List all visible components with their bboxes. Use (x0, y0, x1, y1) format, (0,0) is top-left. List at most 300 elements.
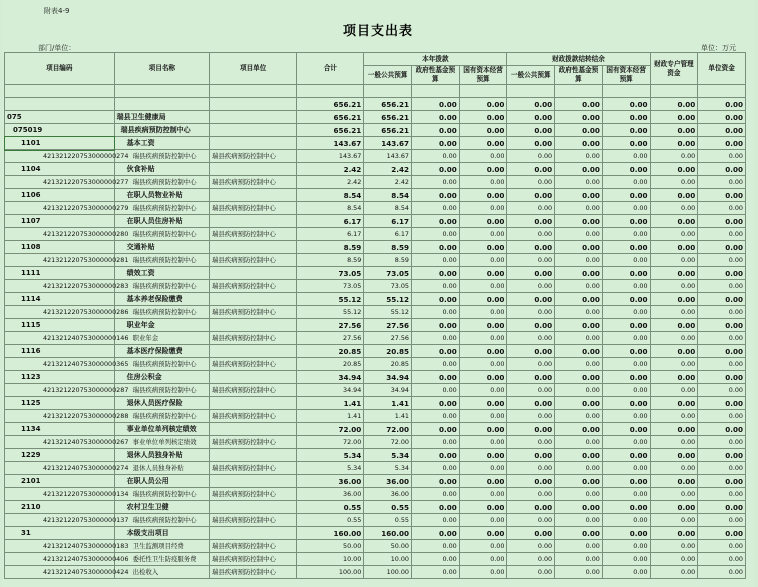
cell-special-account[interactable]: 0.00 (650, 163, 698, 176)
cell-carry-gov-fund[interactable]: 0.00 (555, 163, 603, 176)
cell-carry-general[interactable]: 0.00 (507, 397, 555, 410)
cell-total[interactable]: 36.00 (297, 475, 364, 488)
cell-gov-fund[interactable]: 0.00 (412, 215, 460, 228)
cell-gov-fund[interactable]: 0.00 (412, 189, 460, 202)
cell-carry-state[interactable]: 0.00 (602, 202, 650, 215)
cell-gov-fund[interactable]: 0.00 (412, 371, 460, 384)
cell-carry-gov-fund[interactable]: 0.00 (555, 410, 603, 423)
cell-carry-general[interactable]: 0.00 (507, 436, 555, 449)
cell-gov-fund[interactable]: 0.00 (412, 163, 460, 176)
cell-name[interactable] (114, 98, 209, 111)
cell-general-public[interactable]: 656.21 (364, 98, 412, 111)
cell-unit[interactable]: 瑞县疾病预防控制中心 (210, 462, 297, 475)
cell-code[interactable]: 1111 (5, 267, 115, 280)
cell-special-account[interactable]: 0.00 (650, 280, 698, 293)
cell-general-public[interactable]: 1.41 (364, 410, 412, 423)
cell-special-account[interactable]: 0.00 (650, 358, 698, 371)
cell-special-account[interactable]: 0.00 (650, 228, 698, 241)
cell-gov-fund[interactable]: 0.00 (412, 111, 460, 124)
cell-total[interactable]: 8.59 (297, 254, 364, 267)
cell-code[interactable]: 421321220753000000283 (5, 280, 115, 293)
cell-unit[interactable] (210, 98, 297, 111)
cell-gov-fund[interactable]: 0.00 (412, 306, 460, 319)
cell-total[interactable]: 0.55 (297, 501, 364, 514)
cell-general-public[interactable]: 36.00 (364, 475, 412, 488)
cell-unit[interactable]: 瑞县疾病预防控制中心 (210, 254, 297, 267)
cell-carry-state[interactable]: 0.00 (602, 267, 650, 280)
cell-carry-general[interactable]: 0.00 (507, 215, 555, 228)
cell-state-capital[interactable]: 0.00 (459, 150, 507, 163)
cell-special-account[interactable]: 0.00 (650, 553, 698, 566)
cell-carry-gov-fund[interactable]: 0.00 (555, 475, 603, 488)
cell-carry-gov-fund[interactable]: 0.00 (555, 397, 603, 410)
cell-name[interactable]: 瑞县疾病预防控制中心 (114, 228, 209, 241)
cell-carry-general[interactable]: 0.00 (507, 267, 555, 280)
cell-name[interactable]: 瑞县疾病预防控制中心 (114, 124, 209, 137)
cell-general-public[interactable]: 73.05 (364, 280, 412, 293)
cell-carry-state[interactable]: 0.00 (602, 98, 650, 111)
cell-name[interactable]: 瑞县疾病预防控制中心 (114, 280, 209, 293)
cell-code[interactable]: 421321220753000000137 (5, 514, 115, 527)
cell-code[interactable]: 1101 (5, 137, 115, 150)
cell-carry-general[interactable]: 0.00 (507, 449, 555, 462)
cell-general-public[interactable]: 2.42 (364, 163, 412, 176)
cell-state-capital[interactable]: 0.00 (459, 514, 507, 527)
cell-unit-funds[interactable]: 0.00 (698, 501, 746, 514)
header-carry-gov-fund[interactable]: 政府性基金预算 (555, 66, 603, 85)
cell-gov-fund[interactable]: 0.00 (412, 553, 460, 566)
cell-special-account[interactable]: 0.00 (650, 202, 698, 215)
cell-carry-gov-fund[interactable]: 0.00 (555, 98, 603, 111)
cell-gov-fund[interactable]: 0.00 (412, 384, 460, 397)
cell-total[interactable]: 8.54 (297, 189, 364, 202)
cell-carry-gov-fund[interactable]: 0.00 (555, 371, 603, 384)
cell-carry-gov-fund[interactable]: 0.00 (555, 124, 603, 137)
cell-general-public[interactable]: 656.21 (364, 124, 412, 137)
cell-name[interactable]: 在职人员住房补贴 (114, 215, 209, 228)
cell-unit-funds[interactable]: 0.00 (698, 215, 746, 228)
cell-carry-gov-fund[interactable]: 0.00 (555, 319, 603, 332)
cell-unit-funds[interactable]: 0.00 (698, 345, 746, 358)
cell-special-account[interactable]: 0.00 (650, 514, 698, 527)
cell-unit[interactable]: 瑞县疾病预防控制中心 (210, 306, 297, 319)
cell-unit-funds[interactable]: 0.00 (698, 176, 746, 189)
cell-carry-general[interactable]: 0.00 (507, 111, 555, 124)
cell-name[interactable]: 在职人员物业补贴 (114, 189, 209, 202)
cell-unit[interactable]: 瑞县疾病预防控制中心 (210, 332, 297, 345)
cell-special-account[interactable]: 0.00 (650, 124, 698, 137)
cell-state-capital[interactable]: 0.00 (459, 202, 507, 215)
cell-carry-state[interactable]: 0.00 (602, 553, 650, 566)
cell-unit-funds[interactable]: 0.00 (698, 98, 746, 111)
cell-carry-general[interactable]: 0.00 (507, 189, 555, 202)
cell-carry-state[interactable]: 0.00 (602, 280, 650, 293)
cell-carry-gov-fund[interactable]: 0.00 (555, 254, 603, 267)
cell-code[interactable]: 1107 (5, 215, 115, 228)
cell-general-public[interactable]: 55.12 (364, 293, 412, 306)
cell-state-capital[interactable]: 0.00 (459, 228, 507, 241)
cell-carry-gov-fund[interactable]: 0.00 (555, 176, 603, 189)
cell-carry-general[interactable]: 0.00 (507, 514, 555, 527)
cell-special-account[interactable]: 0.00 (650, 111, 698, 124)
cell-general-public[interactable]: 50.00 (364, 540, 412, 553)
cell-code[interactable]: 1108 (5, 241, 115, 254)
cell-total[interactable]: 2.42 (297, 163, 364, 176)
cell-total[interactable]: 27.56 (297, 319, 364, 332)
cell-carry-gov-fund[interactable]: 0.00 (555, 332, 603, 345)
cell-total[interactable]: 50.00 (297, 540, 364, 553)
cell-state-capital[interactable]: 0.00 (459, 254, 507, 267)
cell-gov-fund[interactable]: 0.00 (412, 358, 460, 371)
cell-gov-fund[interactable]: 0.00 (412, 527, 460, 540)
cell-carry-general[interactable]: 0.00 (507, 358, 555, 371)
cell-special-account[interactable]: 0.00 (650, 345, 698, 358)
cell-code[interactable]: 421321240753000000267 (5, 436, 115, 449)
cell-carry-general[interactable]: 0.00 (507, 137, 555, 150)
cell-special-account[interactable]: 0.00 (650, 319, 698, 332)
cell-state-capital[interactable]: 0.00 (459, 436, 507, 449)
cell-carry-general[interactable]: 0.00 (507, 254, 555, 267)
header-carry-state[interactable]: 国有资本经营预算 (602, 66, 650, 85)
cell-special-account[interactable]: 0.00 (650, 189, 698, 202)
cell-name[interactable]: 瑞县疾病预防控制中心 (114, 254, 209, 267)
header-gov-fund[interactable]: 政府性基金预算 (412, 66, 460, 85)
cell-name[interactable]: 瑞县疾病预防控制中心 (114, 384, 209, 397)
cell-general-public[interactable]: 8.54 (364, 189, 412, 202)
cell-carry-general[interactable]: 0.00 (507, 98, 555, 111)
cell-carry-gov-fund[interactable]: 0.00 (555, 280, 603, 293)
cell-name[interactable]: 本级支出项目 (114, 527, 209, 540)
cell-code[interactable]: 1125 (5, 397, 115, 410)
cell-state-capital[interactable]: 0.00 (459, 501, 507, 514)
cell-carry-state[interactable]: 0.00 (602, 124, 650, 137)
cell-carry-general[interactable]: 0.00 (507, 176, 555, 189)
cell-code[interactable]: 421321220753000000277 (5, 176, 115, 189)
cell-name[interactable]: 退休人员独身补贴 (114, 449, 209, 462)
cell-carry-general[interactable]: 0.00 (507, 540, 555, 553)
cell-code[interactable]: 1114 (5, 293, 115, 306)
cell-special-account[interactable]: 0.00 (650, 449, 698, 462)
cell-name[interactable]: 职业年金 (114, 319, 209, 332)
cell-total[interactable]: 8.59 (297, 241, 364, 254)
cell-unit-funds[interactable]: 0.00 (698, 189, 746, 202)
cell-special-account[interactable]: 0.00 (650, 293, 698, 306)
cell-total[interactable]: 72.00 (297, 436, 364, 449)
cell-gov-fund[interactable]: 0.00 (412, 397, 460, 410)
cell-gov-fund[interactable]: 0.00 (412, 176, 460, 189)
cell-unit[interactable]: 瑞县疾病预防控制中心 (210, 358, 297, 371)
cell-unit[interactable] (210, 137, 297, 150)
cell-unit-funds[interactable]: 0.00 (698, 540, 746, 553)
cell-name[interactable]: 绩效工资 (114, 267, 209, 280)
cell-unit[interactable] (210, 215, 297, 228)
cell-carry-gov-fund[interactable]: 0.00 (555, 462, 603, 475)
header-unit[interactable]: 项目单位 (210, 53, 297, 85)
cell-carry-general[interactable]: 0.00 (507, 488, 555, 501)
cell-unit-funds[interactable]: 0.00 (698, 163, 746, 176)
cell-carry-gov-fund[interactable]: 0.00 (555, 137, 603, 150)
cell-unit-funds[interactable]: 0.00 (698, 241, 746, 254)
cell-gov-fund[interactable]: 0.00 (412, 423, 460, 436)
cell-carry-general[interactable]: 0.00 (507, 462, 555, 475)
cell-carry-state[interactable]: 0.00 (602, 566, 650, 579)
cell-code[interactable]: 421321220753000000280 (5, 228, 115, 241)
cell-general-public[interactable]: 8.54 (364, 202, 412, 215)
cell-unit[interactable]: 瑞县疾病预防控制中心 (210, 228, 297, 241)
cell-special-account[interactable]: 0.00 (650, 98, 698, 111)
cell-carry-general[interactable]: 0.00 (507, 332, 555, 345)
header-current-year[interactable]: 本年拨款 (364, 53, 507, 66)
cell-special-account[interactable]: 0.00 (650, 267, 698, 280)
cell-code[interactable]: 421321240753000000183 (5, 540, 115, 553)
cell-unit[interactable] (210, 293, 297, 306)
cell-name[interactable]: 伙食补贴 (114, 163, 209, 176)
cell-gov-fund[interactable]: 0.00 (412, 462, 460, 475)
spacer-cell[interactable] (297, 85, 364, 98)
header-code[interactable]: 项目编码 (5, 53, 115, 85)
cell-state-capital[interactable]: 0.00 (459, 163, 507, 176)
cell-name[interactable]: 瑞县疾病预防控制中心 (114, 488, 209, 501)
header-total[interactable]: 合计 (297, 53, 364, 85)
header-general-public[interactable]: 一般公共预算 (364, 66, 412, 85)
cell-unit[interactable] (210, 111, 297, 124)
cell-name[interactable]: 卫生监测项目经费 (114, 540, 209, 553)
spacer-cell[interactable] (5, 85, 115, 98)
cell-code[interactable]: 31 (5, 527, 115, 540)
cell-state-capital[interactable]: 0.00 (459, 566, 507, 579)
cell-code[interactable]: 1134 (5, 423, 115, 436)
header-special-account[interactable]: 财政专户管理资金 (650, 53, 698, 85)
cell-carry-general[interactable]: 0.00 (507, 319, 555, 332)
cell-carry-gov-fund[interactable]: 0.00 (555, 527, 603, 540)
cell-unit-funds[interactable]: 0.00 (698, 293, 746, 306)
cell-state-capital[interactable]: 0.00 (459, 371, 507, 384)
cell-total[interactable]: 55.12 (297, 306, 364, 319)
cell-unit-funds[interactable]: 0.00 (698, 527, 746, 540)
cell-state-capital[interactable]: 0.00 (459, 215, 507, 228)
cell-unit-funds[interactable]: 0.00 (698, 267, 746, 280)
cell-name[interactable]: 事业单位单列核定绩效 (114, 423, 209, 436)
cell-special-account[interactable]: 0.00 (650, 137, 698, 150)
cell-special-account[interactable]: 0.00 (650, 150, 698, 163)
cell-unit[interactable]: 瑞县疾病预防控制中心 (210, 514, 297, 527)
cell-state-capital[interactable]: 0.00 (459, 293, 507, 306)
cell-general-public[interactable]: 34.94 (364, 371, 412, 384)
cell-general-public[interactable]: 143.67 (364, 137, 412, 150)
cell-name[interactable]: 基本医疗保险缴费 (114, 345, 209, 358)
cell-unit-funds[interactable]: 0.00 (698, 137, 746, 150)
cell-general-public[interactable]: 1.41 (364, 397, 412, 410)
cell-total[interactable]: 656.21 (297, 98, 364, 111)
cell-gov-fund[interactable]: 0.00 (412, 150, 460, 163)
spacer-cell[interactable] (459, 85, 507, 98)
cell-total[interactable]: 1.41 (297, 410, 364, 423)
cell-carry-state[interactable]: 0.00 (602, 475, 650, 488)
cell-carry-general[interactable]: 0.00 (507, 423, 555, 436)
cell-carry-state[interactable]: 0.00 (602, 501, 650, 514)
cell-carry-state[interactable]: 0.00 (602, 358, 650, 371)
cell-carry-state[interactable]: 0.00 (602, 293, 650, 306)
cell-unit-funds[interactable]: 0.00 (698, 228, 746, 241)
cell-carry-gov-fund[interactable]: 0.00 (555, 111, 603, 124)
cell-general-public[interactable]: 6.17 (364, 215, 412, 228)
cell-general-public[interactable]: 27.56 (364, 332, 412, 345)
header-carry-general[interactable]: 一般公共预算 (507, 66, 555, 85)
cell-total[interactable]: 5.34 (297, 449, 364, 462)
cell-special-account[interactable]: 0.00 (650, 488, 698, 501)
cell-code[interactable]: 421321240753000000365 (5, 358, 115, 371)
cell-carry-general[interactable]: 0.00 (507, 384, 555, 397)
cell-special-account[interactable]: 0.00 (650, 384, 698, 397)
cell-code[interactable]: 1229 (5, 449, 115, 462)
cell-carry-general[interactable]: 0.00 (507, 553, 555, 566)
cell-general-public[interactable]: 27.56 (364, 319, 412, 332)
cell-special-account[interactable]: 0.00 (650, 423, 698, 436)
cell-gov-fund[interactable]: 0.00 (412, 202, 460, 215)
cell-general-public[interactable]: 34.94 (364, 384, 412, 397)
cell-code[interactable]: 421321220753000000288 (5, 410, 115, 423)
cell-state-capital[interactable]: 0.00 (459, 553, 507, 566)
cell-carry-state[interactable]: 0.00 (602, 332, 650, 345)
cell-name[interactable]: 住房公积金 (114, 371, 209, 384)
cell-unit-funds[interactable]: 0.00 (698, 371, 746, 384)
cell-state-capital[interactable]: 0.00 (459, 397, 507, 410)
cell-state-capital[interactable]: 0.00 (459, 488, 507, 501)
spacer-cell[interactable] (650, 85, 698, 98)
cell-general-public[interactable]: 5.34 (364, 462, 412, 475)
cell-gov-fund[interactable]: 0.00 (412, 293, 460, 306)
cell-unit[interactable]: 瑞县疾病预防控制中心 (210, 280, 297, 293)
cell-code[interactable]: 075019 (5, 124, 115, 137)
cell-special-account[interactable]: 0.00 (650, 306, 698, 319)
cell-gov-fund[interactable]: 0.00 (412, 566, 460, 579)
cell-unit-funds[interactable]: 0.00 (698, 319, 746, 332)
cell-unit[interactable]: 瑞县疾病预防控制中心 (210, 540, 297, 553)
cell-state-capital[interactable]: 0.00 (459, 449, 507, 462)
cell-carry-general[interactable]: 0.00 (507, 280, 555, 293)
cell-unit[interactable] (210, 124, 297, 137)
cell-general-public[interactable]: 72.00 (364, 436, 412, 449)
cell-unit-funds[interactable]: 0.00 (698, 410, 746, 423)
cell-unit-funds[interactable]: 0.00 (698, 397, 746, 410)
cell-unit-funds[interactable]: 0.00 (698, 488, 746, 501)
cell-unit[interactable]: 瑞县疾病预防控制中心 (210, 566, 297, 579)
cell-code[interactable]: 421321220753000000286 (5, 306, 115, 319)
cell-gov-fund[interactable]: 0.00 (412, 449, 460, 462)
header-name[interactable]: 项目名称 (114, 53, 209, 85)
cell-name[interactable]: 瑞县疾病预防控制中心 (114, 306, 209, 319)
cell-gov-fund[interactable]: 0.00 (412, 332, 460, 345)
cell-total[interactable]: 143.67 (297, 150, 364, 163)
spacer-cell[interactable] (210, 85, 297, 98)
cell-total[interactable]: 1.41 (297, 397, 364, 410)
cell-unit-funds[interactable]: 0.00 (698, 423, 746, 436)
cell-unit[interactable]: 瑞县疾病预防控制中心 (210, 553, 297, 566)
cell-code[interactable]: 421321240753000000274 (5, 462, 115, 475)
cell-code[interactable]: 421321220753000000134 (5, 488, 115, 501)
cell-total[interactable]: 10.00 (297, 553, 364, 566)
cell-unit-funds[interactable]: 0.00 (698, 111, 746, 124)
cell-carry-state[interactable]: 0.00 (602, 306, 650, 319)
cell-name[interactable]: 基本工资 (114, 137, 209, 150)
cell-carry-general[interactable]: 0.00 (507, 475, 555, 488)
cell-carry-state[interactable]: 0.00 (602, 371, 650, 384)
cell-general-public[interactable]: 20.85 (364, 358, 412, 371)
cell-special-account[interactable]: 0.00 (650, 215, 698, 228)
cell-carry-state[interactable]: 0.00 (602, 319, 650, 332)
cell-code[interactable]: 075 (5, 111, 115, 124)
cell-gov-fund[interactable]: 0.00 (412, 254, 460, 267)
cell-code[interactable] (5, 98, 115, 111)
cell-total[interactable]: 34.94 (297, 371, 364, 384)
cell-code[interactable]: 1123 (5, 371, 115, 384)
cell-total[interactable]: 5.34 (297, 462, 364, 475)
cell-special-account[interactable]: 0.00 (650, 241, 698, 254)
cell-special-account[interactable]: 0.00 (650, 566, 698, 579)
cell-special-account[interactable]: 0.00 (650, 527, 698, 540)
spacer-cell[interactable] (507, 85, 555, 98)
cell-general-public[interactable]: 2.42 (364, 176, 412, 189)
cell-total[interactable]: 8.54 (297, 202, 364, 215)
cell-name[interactable]: 农村卫生卫健 (114, 501, 209, 514)
cell-unit[interactable] (210, 189, 297, 202)
cell-carry-gov-fund[interactable]: 0.00 (555, 345, 603, 358)
cell-general-public[interactable]: 10.00 (364, 553, 412, 566)
cell-carry-state[interactable]: 0.00 (602, 111, 650, 124)
cell-carry-state[interactable]: 0.00 (602, 462, 650, 475)
cell-carry-gov-fund[interactable]: 0.00 (555, 566, 603, 579)
header-unit-funds[interactable]: 单位资金 (698, 53, 746, 85)
cell-name[interactable]: 退休人员医疗保险 (114, 397, 209, 410)
cell-name[interactable]: 瑞县疾病预防控制中心 (114, 176, 209, 189)
cell-carry-gov-fund[interactable]: 0.00 (555, 267, 603, 280)
cell-code[interactable]: 421321240753000000424 (5, 566, 115, 579)
cell-special-account[interactable]: 0.00 (650, 475, 698, 488)
cell-general-public[interactable]: 20.85 (364, 345, 412, 358)
cell-total[interactable]: 0.55 (297, 514, 364, 527)
cell-general-public[interactable]: 72.00 (364, 423, 412, 436)
cell-total[interactable]: 100.00 (297, 566, 364, 579)
cell-unit-funds[interactable]: 0.00 (698, 358, 746, 371)
cell-state-capital[interactable]: 0.00 (459, 189, 507, 202)
cell-carry-gov-fund[interactable]: 0.00 (555, 540, 603, 553)
cell-code[interactable]: 421321220753000000274 (5, 150, 115, 163)
cell-code[interactable]: 421321240753000000406 (5, 553, 115, 566)
cell-unit-funds[interactable]: 0.00 (698, 436, 746, 449)
cell-carry-gov-fund[interactable]: 0.00 (555, 514, 603, 527)
cell-carry-gov-fund[interactable]: 0.00 (555, 150, 603, 163)
cell-state-capital[interactable]: 0.00 (459, 267, 507, 280)
cell-total[interactable]: 656.21 (297, 111, 364, 124)
cell-state-capital[interactable]: 0.00 (459, 319, 507, 332)
cell-gov-fund[interactable]: 0.00 (412, 98, 460, 111)
cell-general-public[interactable]: 100.00 (364, 566, 412, 579)
cell-gov-fund[interactable]: 0.00 (412, 228, 460, 241)
cell-carry-state[interactable]: 0.00 (602, 397, 650, 410)
cell-gov-fund[interactable]: 0.00 (412, 475, 460, 488)
cell-carry-gov-fund[interactable]: 0.00 (555, 306, 603, 319)
cell-carry-gov-fund[interactable]: 0.00 (555, 436, 603, 449)
spacer-cell[interactable] (698, 85, 746, 98)
cell-carry-gov-fund[interactable]: 0.00 (555, 202, 603, 215)
cell-carry-gov-fund[interactable]: 0.00 (555, 423, 603, 436)
cell-unit-funds[interactable]: 0.00 (698, 475, 746, 488)
cell-carry-general[interactable]: 0.00 (507, 371, 555, 384)
cell-name[interactable]: 瑞县疾病预防控制中心 (114, 410, 209, 423)
cell-unit-funds[interactable]: 0.00 (698, 462, 746, 475)
cell-carry-general[interactable]: 0.00 (507, 163, 555, 176)
cell-unit[interactable] (210, 371, 297, 384)
